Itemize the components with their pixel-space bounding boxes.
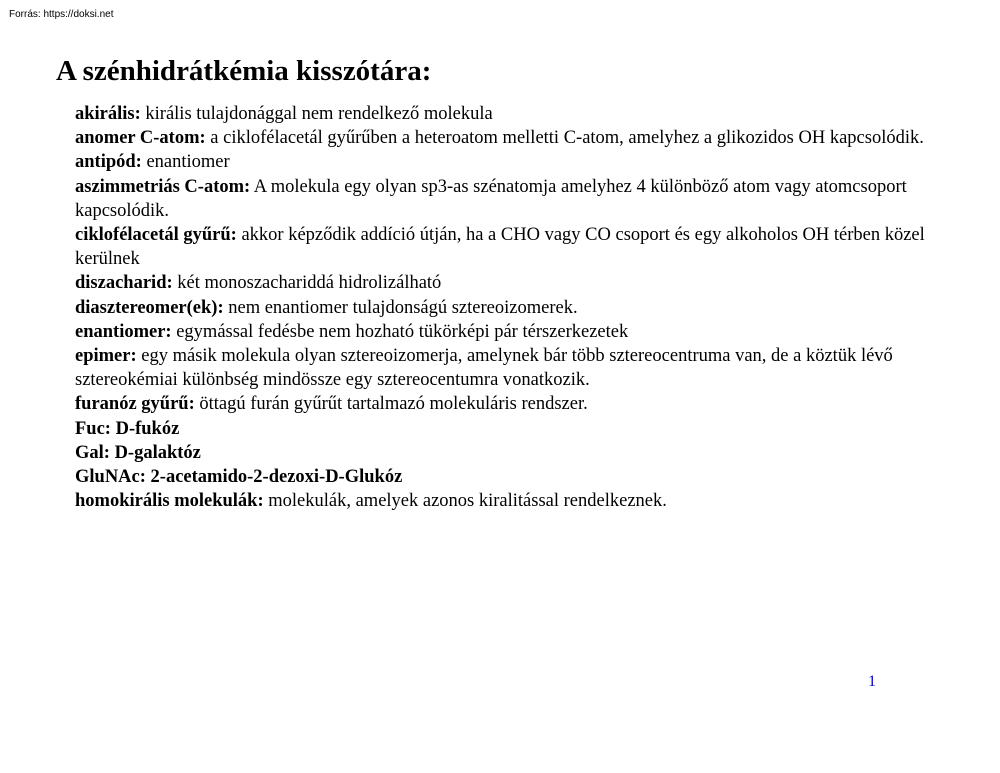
glossary-definition: akkor képződik addíció útján, ha a CHO vagy CO csoport és egy alkoholos OH térben közel kerülnek: [75, 225, 925, 270]
glossary-term: Gal: D-galaktóz: [75, 442, 201, 463]
glossary-definition: a ciklofélacetál gyűrűben a heteroatom melletti C-atom, amelyhez a glikozidos OH kapcsolódik.: [205, 128, 924, 149]
glossary-definition: két monoszachariddá hidrolizálható: [172, 273, 442, 294]
glossary-term: enantiomer:: [75, 321, 172, 342]
glossary-term: furanóz gyűrű:: [75, 394, 195, 415]
glossary-entry: [75, 465, 925, 489]
glossary-definition: A molekula egy olyan sp3-as szénatomja amelyhez 4 különböző atom vagy atomcsoport kapcsolódik.: [75, 176, 907, 221]
glossary-definition: királis tulajdonággal nem rendelkező molekula: [140, 104, 493, 124]
glossary-entry: [75, 150, 925, 174]
glossary-term: akirális:: [75, 104, 141, 124]
glossary-term: antipód:: [75, 152, 142, 173]
glossary-definition: öttagú furán gyűrűt tartalmazó molekuláris rendszer.: [194, 394, 588, 415]
glossary-list: [75, 102, 925, 513]
page-number: 1: [868, 673, 876, 690]
glossary-entry: [75, 271, 925, 295]
glossary-entry: [75, 296, 925, 320]
source-label: Forrás: https://doksi.net: [9, 9, 114, 20]
glossary-definition: egy másik molekula olyan sztereoizomerja, amelynek bár több sztereocentruma van, de a köztük lévő sztereokémiai különbség mindössze egy sztereocentumra vonatkozik.: [75, 346, 893, 391]
glossary-entry: [75, 392, 925, 416]
page-title: A szénhidrátkémia kisszótára:: [56, 55, 432, 87]
glossary-term: aszimmetriás C-atom:: [75, 176, 251, 197]
glossary-term: GluNAc: 2-acetamido-2-dezoxi-D-Glukóz: [75, 467, 403, 488]
glossary-term: anomer C-atom:: [75, 128, 206, 149]
glossary-entry: [75, 126, 925, 150]
glossary-definition: molekulák, amelyek azonos kiralitással rendelkeznek.: [263, 491, 667, 512]
glossary-definition: nem enantiomer tulajdonságú sztereoizomerek.: [223, 297, 578, 318]
glossary-definition: egymással fedésbe nem hozható tükörképi pár térszerkezetek: [171, 321, 629, 342]
glossary-definition: enantiomer: [141, 152, 230, 173]
glossary-term: diszacharid:: [75, 273, 173, 294]
glossary-term: epimer:: [75, 346, 137, 367]
glossary-term: diasztereomer(ek):: [75, 297, 224, 318]
glossary-entry: [75, 344, 925, 392]
glossary-entry: [75, 320, 925, 344]
glossary-entry: [75, 489, 925, 513]
glossary-term: ciklofélacetál gyűrű:: [75, 225, 237, 246]
glossary-term: homokirális molekulák:: [75, 491, 264, 512]
glossary-entry: [75, 175, 925, 223]
glossary-entry: [75, 223, 925, 271]
glossary-term: Fuc: D-fukóz: [75, 418, 180, 439]
glossary-entry: [75, 417, 925, 441]
glossary-entry: [75, 102, 925, 126]
glossary-entry: [75, 441, 925, 465]
